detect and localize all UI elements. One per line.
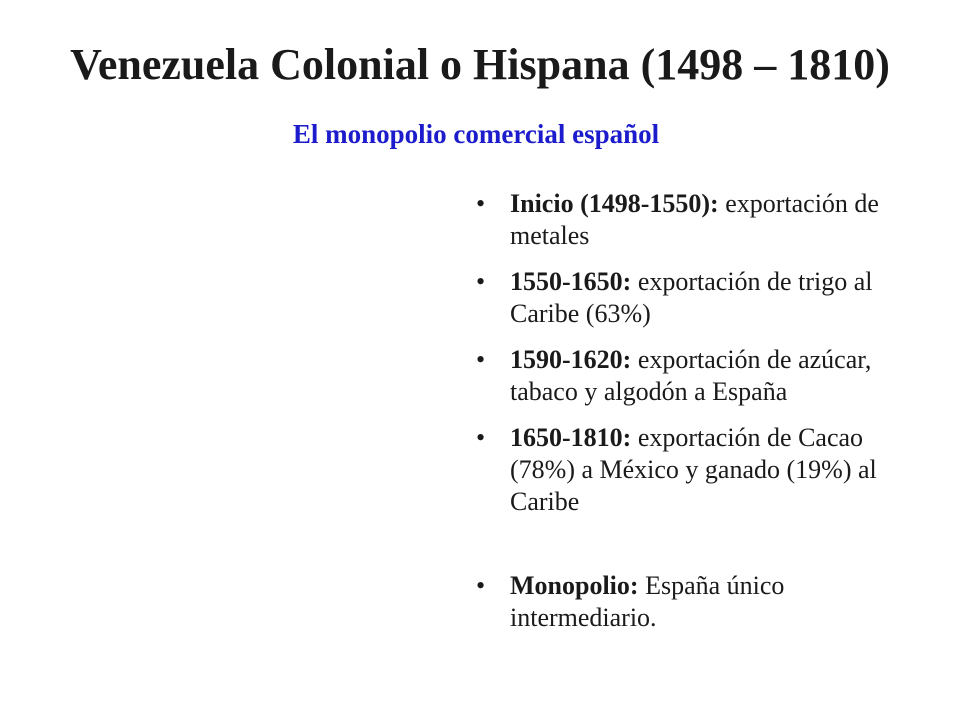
bullet-heading: 1650-1810: — [510, 423, 632, 452]
bullet-text: España único intermediario. — [510, 571, 785, 632]
slide-subtitle: El monopolio comercial español — [292, 119, 660, 149]
bullet-dot-icon: • — [476, 345, 486, 374]
bullet-heading: Inicio (1498-1550): — [510, 189, 719, 218]
bullet-dot-icon: • — [476, 423, 486, 452]
bullet-list — [476, 188, 916, 648]
bullet-heading: 1590-1620: — [510, 345, 632, 374]
slide-title: Venezuela Colonial o Hispana (1498 – 1810) — [70, 40, 890, 89]
bullet-dot-icon: • — [476, 189, 486, 218]
bullet-text: exportación de metales — [510, 189, 879, 250]
bullet-heading: 1550-1650: — [510, 267, 632, 296]
bullet-dot-icon: • — [476, 267, 486, 296]
bullet-text: exportación de Cacao (78%) a México y ganado (19%) al Caribe — [510, 423, 877, 516]
bullet-heading: Monopolio: — [510, 571, 639, 600]
bullet-text: exportación de azúcar, tabaco y algodón a España — [510, 345, 872, 406]
bullet-dot-icon: • — [476, 571, 486, 600]
bullet-text: exportación de trigo al Caribe (63%) — [510, 267, 873, 328]
bullet-item-cacao — [476, 422, 916, 518]
bullet-item-monopolio — [476, 570, 916, 634]
bullet-item-inicio — [476, 188, 916, 252]
bullet-item-azucar — [476, 344, 916, 408]
bullet-item-trigo — [476, 266, 916, 330]
